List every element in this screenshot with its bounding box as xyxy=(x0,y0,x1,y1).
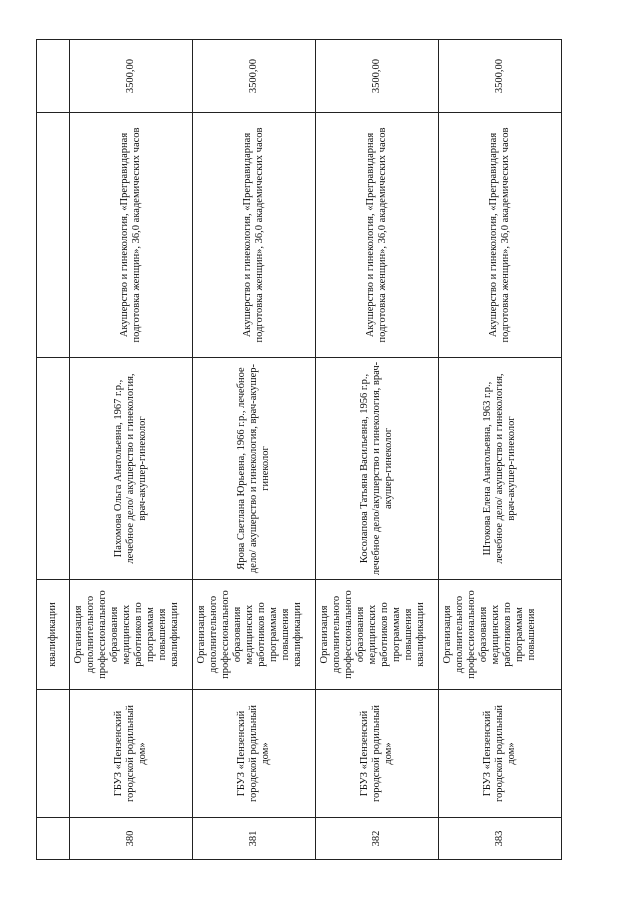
row-number: 381 xyxy=(193,818,316,860)
amount: 3500,00 xyxy=(316,40,439,113)
organization: ГБУЗ «Пензенский городской родильный дом» xyxy=(70,690,193,818)
course: Акушерство и гинекология, «Прегравидарная подготовка женщин», 36,0 академических часов xyxy=(316,113,439,358)
person: Ярова Светлана Юрьевна, 1966 г.р., лечебное дело/ акушерство и гинекология, врач-акушер-гинеколог xyxy=(193,358,316,580)
person: Штокова Елена Анатольевна, 1963 г.р., лечебное дело/ акушерство и гинекология, врач-акушер-гинеколог xyxy=(439,358,562,580)
program: Организация дополнительного профессионального образования медицинских работников по программам повышения квалификации xyxy=(73,590,180,679)
amount: 3500,00 xyxy=(193,40,316,113)
program: Организация дополнительного профессионального образования медицинских работников по программам повышения квалификации xyxy=(196,590,303,679)
course: Акушерство и гинекология, «Прегравидарная подготовка женщин», 36,0 академических часов xyxy=(439,113,562,358)
person: Пахомова Ольга Анатольевна, 1967 г.р., лечебное дело/ акушерство и гинекология, врач-акушер-гинеколог xyxy=(70,358,193,580)
table-row xyxy=(193,40,316,860)
continuation-person-cell xyxy=(37,358,70,580)
program-cell xyxy=(70,580,193,690)
program-cell xyxy=(439,580,562,690)
person: Косолапова Татьяна Васильевна, 1956 г.р., лечебное дело/акушерство и гинекология, врач-акушер-гинеколог xyxy=(316,358,439,580)
program: Организация дополнительного профессионального образования медицинских работников по программам повышения квалификации xyxy=(319,590,426,679)
continuation-program-cell xyxy=(37,580,70,690)
table-row xyxy=(439,40,562,860)
amount: 3500,00 xyxy=(439,40,562,113)
program: Организация дополнительного профессионального образования медицинских работников по программам повышения xyxy=(442,590,537,679)
organization: ГБУЗ «Пензенский городской родильный дом» xyxy=(316,690,439,818)
table-row xyxy=(316,40,439,860)
organization: ГБУЗ «Пензенский городской родильный дом» xyxy=(439,690,562,818)
course: Акушерство и гинекология, «Прегравидарная подготовка женщин», 36,0 академических часов xyxy=(70,113,193,358)
continuation-amount-cell xyxy=(37,40,70,113)
training-table xyxy=(36,39,562,860)
program-cell xyxy=(193,580,316,690)
continuation-org-cell xyxy=(37,690,70,818)
row-number: 380 xyxy=(70,818,193,860)
row-number: 382 xyxy=(316,818,439,860)
course: Акушерство и гинекология, «Прегравидарная подготовка женщин», 36,0 академических часов xyxy=(193,113,316,358)
continuation-row xyxy=(37,40,70,860)
program-tail: квалификации xyxy=(47,602,58,667)
continuation-num-cell xyxy=(37,818,70,860)
organization: ГБУЗ «Пензенский городской родильный дом» xyxy=(193,690,316,818)
rotated-table-sheet xyxy=(36,40,550,860)
program-cell xyxy=(316,580,439,690)
amount: 3500,00 xyxy=(70,40,193,113)
table-row xyxy=(70,40,193,860)
row-number: 383 xyxy=(439,818,562,860)
continuation-course-cell xyxy=(37,113,70,358)
